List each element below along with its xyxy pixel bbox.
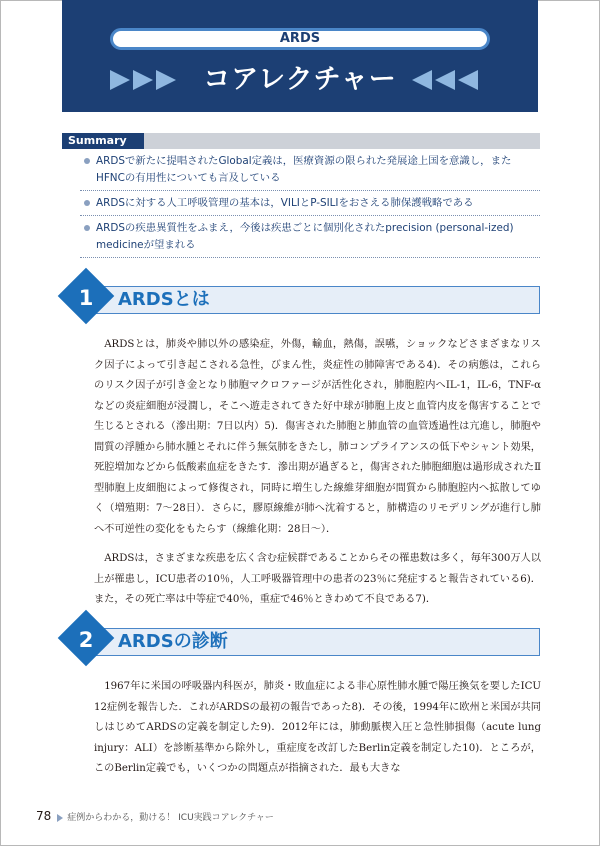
bullet-icon: [84, 225, 90, 231]
list-item: ARDSに対する人工呼吸管理の基本は，VILIとP-SILIをおさえる肺保護戦略である: [80, 195, 540, 216]
arrows-right-icon: [412, 70, 481, 92]
list-item: ARDSで新たに提唱されたGlobal定義は，医療資源の限られた発展途上国を意識し，またHFNCの有用性についても言及している: [80, 153, 540, 191]
section-1-paragraph-2: ARDSは，さまざまな疾患を広く含む症候群であることからその罹患数は多く，毎年300万人以上が罹患し，ICU患者の10％，人工呼吸器管理中の患者の23％に発症すると報告されている6)．また，その死亡率は中等症で40％，重症で46％ときわめて不良である7)．: [94, 553, 541, 605]
summary-list: [80, 153, 540, 262]
summary-label: Summary: [62, 133, 144, 149]
page-footer: [36, 809, 274, 823]
section-title: ARDSの診断: [118, 631, 228, 652]
chapter-banner: [62, 0, 538, 112]
section-1-paragraph-1: ARDSとは，肺炎や肺以外の感染症，外傷，輸血，熱傷，誤嚥，ショックなどさまざまなリスク因子によって引き起こされる急性，びまん性，炎症性の肺障害である4)．その病態は，これらのリスク因子が引き金となり肺胞マクロファージが活性化され，肺胞腔内へIL-1，IL-6，TNF-αなどの炎症細胞が浸潤し，そこへ遊走されてきた好中球が肺胞上皮と血管内皮を傷害することで生じるとされる（滲出期：7日以内）5)．傷害された肺胞と肺血管の血管透過性は亢進し，肺胞や間質の浮腫から肺水腫とそれに伴う無気肺をきたし，肺コンプライアンスの低下やシャント効果，死腔増加などから低酸素血症をきたす．滲出期が過ぎると，傷害された肺胞細胞は過形成されたⅡ型肺胞上皮細胞によって修復され，同時に増生した線維芽細胞が間質から肺胞腔内へ拡散してゆく（増殖期：7～28日）．さらに，膠原線維が肺へ沈着すると，肺構造のリモデリングが進行し肺へ不可逆性の変化をもたらす（線維化期：28日～）．: [94, 339, 541, 535]
section-number: 2: [78, 628, 94, 652]
section-number: 1: [78, 286, 94, 310]
section-1-header: [62, 280, 540, 318]
section-2-paragraph-1: 1967年に米国の呼吸器内科医が，肺炎・敗血症による非心原性肺水腫で陽圧換気を要したICU 12症例を報告した．これがARDSの最初の報告であった8)．その後，1994年に欧州と米国が共同しはじめてARDSの定義を制定した9)．2012年には，肺動脈楔入圧と急性肺損傷（acute lung injury：ALI）を診断基準から除外し，重症度を改訂したBerlin定義を制定した10)．ところが，このBerlin定義でも，いくつかの問題点が指摘された．最も大きな: [94, 681, 541, 774]
page-number: 78: [36, 809, 52, 823]
triangle-icon: [57, 814, 63, 822]
list-item: ARDSの疾患異質性をふまえ，今後は疾患ごとに個別化されたprecision (personal-ized) medicineが望まれる: [80, 220, 540, 258]
bullet-icon: [84, 200, 90, 206]
section-title: ARDSとは: [118, 289, 210, 310]
topic-pill: ARDS: [110, 28, 490, 50]
chapter-title: コアレクチャー: [203, 64, 397, 95]
section-2-header: [62, 622, 540, 660]
bullet-icon: [84, 158, 90, 164]
book-title: 症例からわかる，動ける！ ICU実践コアレクチャー: [67, 813, 274, 823]
